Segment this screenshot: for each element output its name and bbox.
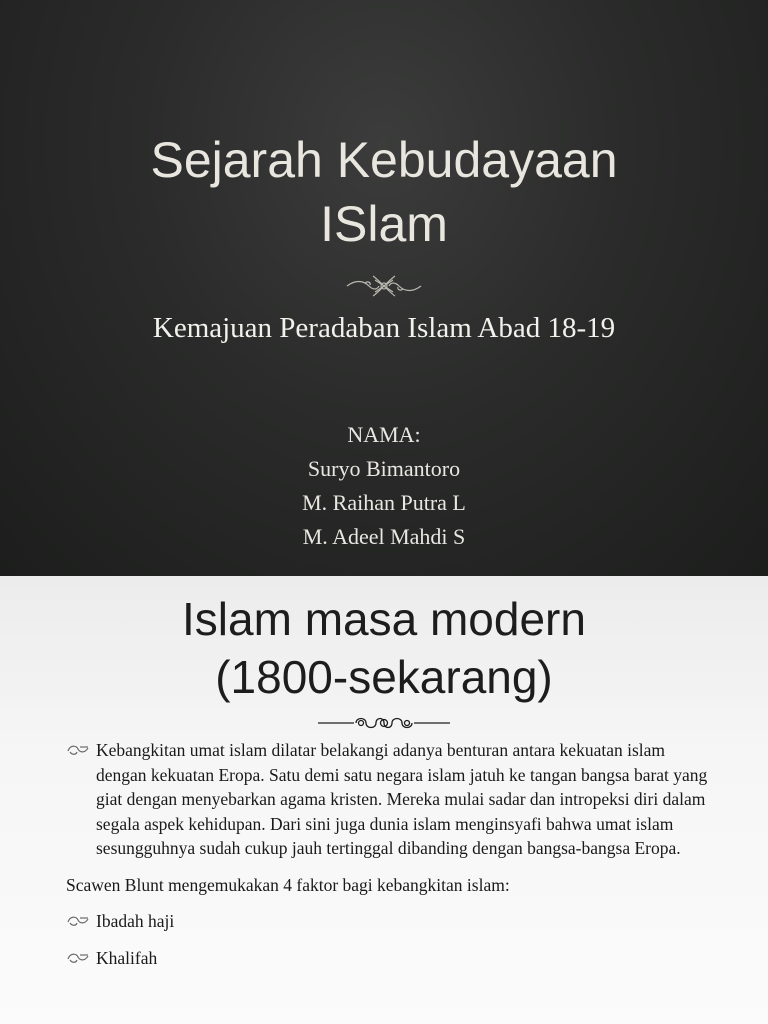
slide-title: [0, 128, 768, 256]
names-block: [0, 418, 768, 554]
slide-subtitle: Kemajuan Peradaban Islam Abad 18-19: [152, 312, 616, 344]
bullet-text: Ibadah haji: [96, 911, 175, 931]
name-item: M. Adeel Mahdi S: [302, 524, 466, 549]
scroll-bullet-icon: [66, 740, 90, 758]
name-item: M. Raihan Putra L: [302, 490, 466, 515]
list-item: [66, 946, 716, 971]
scroll-ornament-icon: [318, 710, 450, 736]
content-slide: [0, 576, 768, 1024]
paragraph: Scawen Blunt mengemukakan 4 faktor bagi kebangkitan islam:: [66, 874, 510, 895]
bullet-text: Khalifah: [96, 947, 158, 968]
names-header: NAMA:: [347, 422, 421, 447]
slide-title: [0, 590, 768, 706]
bullet-text: Kebangkitan umat islam dilatar belakangi adanya benturan antara kekuatan islam dengan kekuatan Eropa. Satu demi satu negara islam jatuh ke tangan bangsa barat yang giat dengan menyebarkan agama kristen. Mereka mulai sadar dan intropeksi diri dalam segala aspek kehidupan. Dari sini juga dunia islam menginsyafi bahwa umat islam sesungguhnya sudah cukup jauh tertinggal dibanding dengan bangsa-bangsa Eropa.: [96, 740, 708, 858]
name-item: Suryo Bimantoro: [307, 456, 461, 481]
slide-title-line2: (1800-sekarang): [215, 651, 553, 703]
scroll-ornament-icon: [345, 270, 423, 302]
slide-title-line1: Sejarah Kebudayaan: [150, 132, 618, 188]
slide-title-line2: ISlam: [320, 196, 448, 252]
list-item: [66, 909, 716, 934]
slide-body: [66, 738, 716, 982]
scroll-bullet-icon: [66, 948, 90, 966]
slide-title-line1: Islam masa modern: [182, 593, 586, 645]
list-item: [66, 738, 716, 861]
scroll-bullet-icon: [66, 911, 90, 929]
